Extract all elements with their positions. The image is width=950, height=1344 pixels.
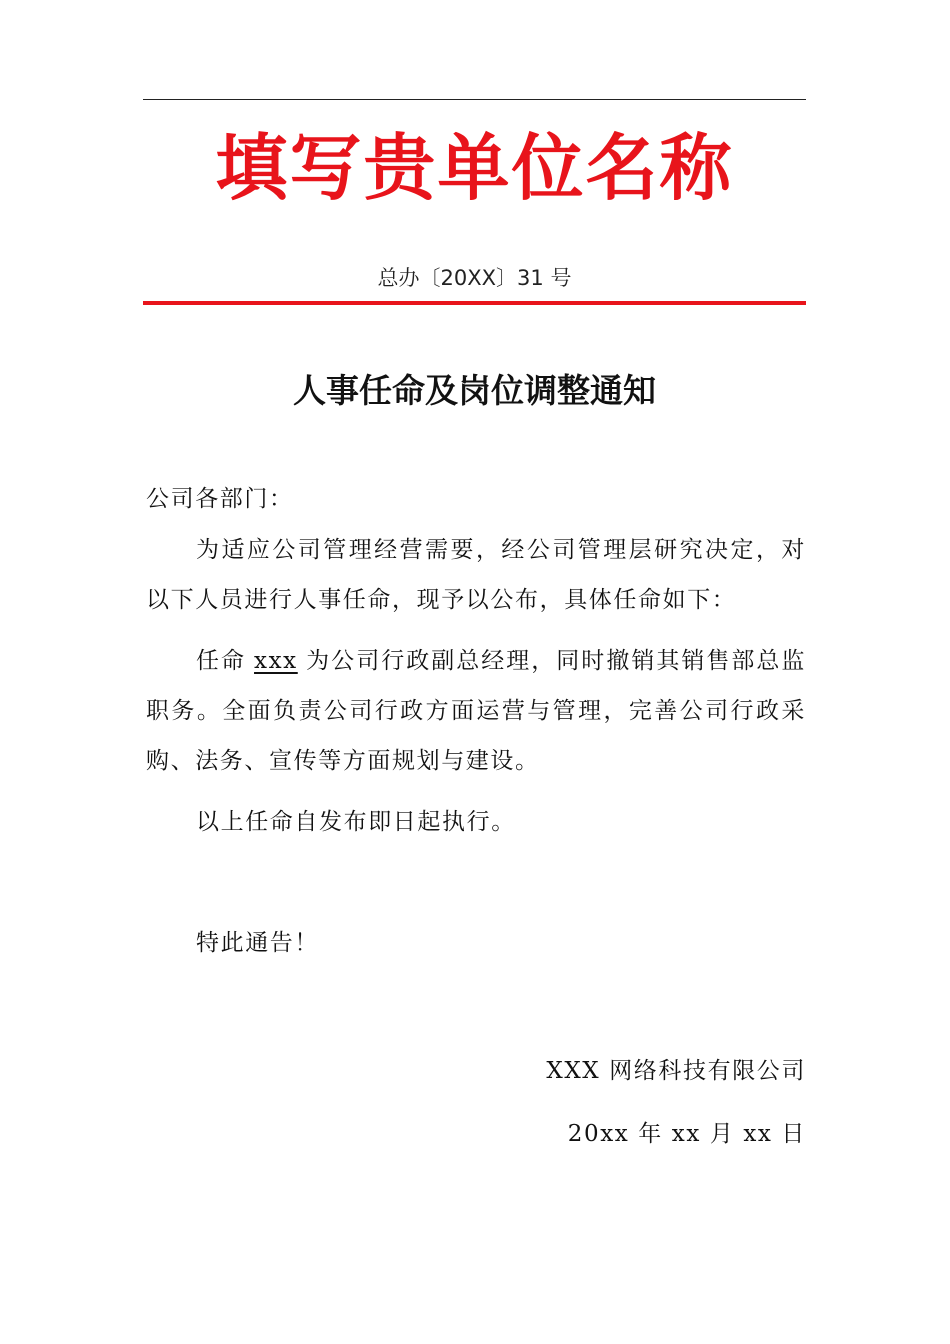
red-header-divider: [143, 301, 806, 305]
salutation: 公司各部门：: [146, 486, 294, 512]
paragraph-effective: 以上任命自发布即日起执行。: [196, 809, 516, 835]
document-title: 人事任命及岗位调整通知: [293, 371, 656, 410]
appointment-details: 为公司行政副总经理，同时撤销其销售部总监职务。全面负责公司行政方面运营与管理，完善公司行政采购、法务、宣传等方面规划与建设。: [146, 648, 807, 774]
document-number: 总办〔20XX〕31 号: [377, 266, 572, 290]
organization-name: 填写贵单位名称: [215, 126, 734, 210]
signature-company: XXX 网络科技有限公司: [546, 1058, 806, 1084]
signature-date: 20xx 年 xx 月 xx 日: [567, 1121, 806, 1147]
paragraph-appointment: [146, 636, 806, 786]
paragraph-intro: 为适应公司管理经营需要，经公司管理层研究决定，对以下人员进行人事任命，现予以公布，具体任命如下：: [146, 537, 806, 613]
appointment-prefix: 任命: [196, 648, 247, 674]
top-divider: [143, 99, 806, 100]
paragraph-closing: 特此通告！: [196, 930, 319, 956]
appointee-name-field: xxx: [254, 648, 298, 674]
